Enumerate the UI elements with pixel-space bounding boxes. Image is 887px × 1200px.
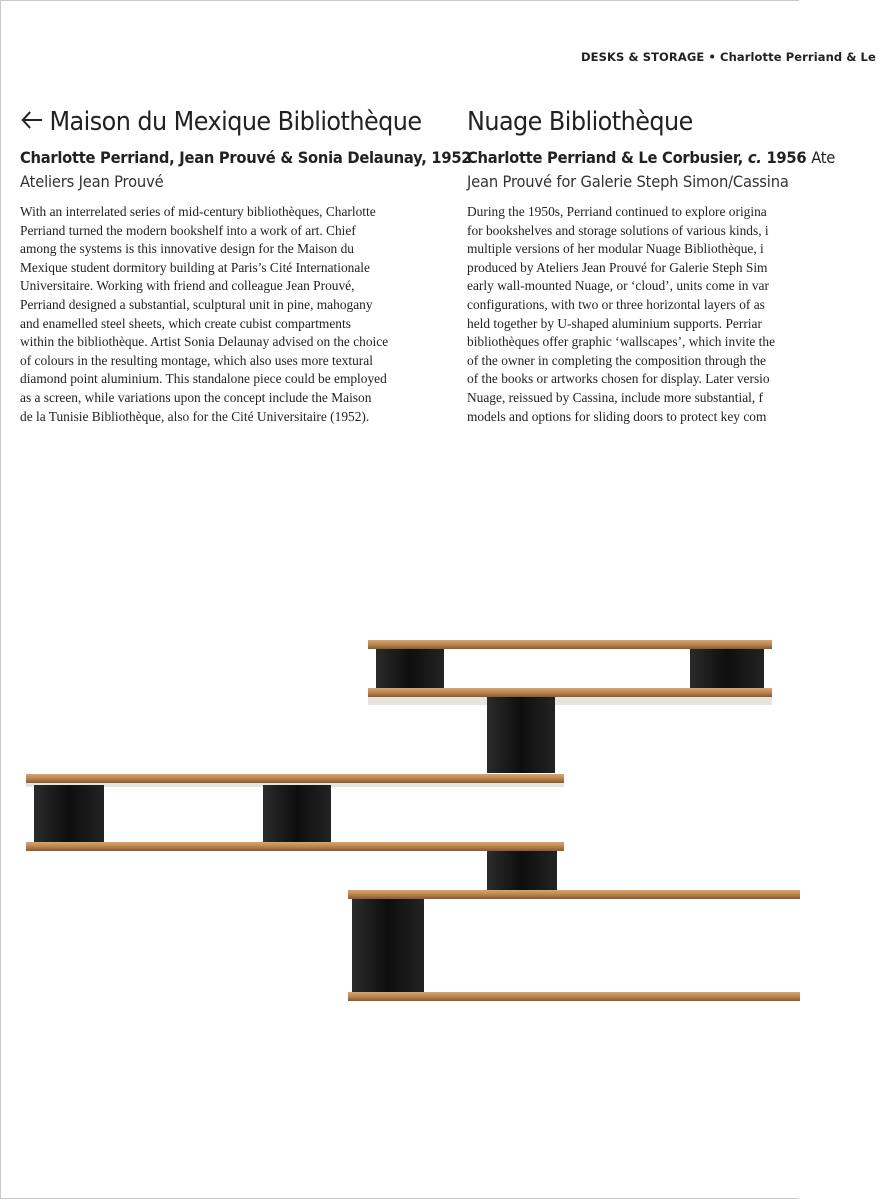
designer-byline: Charlotte Perriand, Jean Prouvé & Sonia Delaunay, 1952 xyxy=(20,148,472,167)
article-maison-du-mexique xyxy=(20,100,472,426)
steel-block xyxy=(690,649,764,689)
running-head: DESKS & STORAGE • Charlotte Perriand & Le xyxy=(581,50,876,64)
body-line: produced by Ateliers Jean Prouvé for Galerie Steph Sim xyxy=(467,259,768,275)
body-line: held together by U-shaped aluminium supports. Perriar xyxy=(467,315,762,331)
shelf-plank xyxy=(26,774,564,783)
body-line: early wall-mounted Nuage, or ‘cloud’, units come in var xyxy=(467,278,769,294)
shelf-plank xyxy=(348,992,800,1001)
article-body xyxy=(20,203,440,426)
shelf-underside xyxy=(368,697,772,705)
steel-block xyxy=(487,851,557,891)
shelf-plank xyxy=(368,640,772,649)
nuage-bookshelf-photo xyxy=(0,630,800,1020)
body-line: Perriand designed a substantial, sculptural unit in pine, mahogany xyxy=(20,296,373,312)
article-nuage xyxy=(467,100,887,426)
body-line: for bookshelves and storage solutions of various kinds, i xyxy=(467,222,769,238)
body-line: Perriand turned the modern bookshelf into a work of art. Chief xyxy=(20,222,356,238)
body-line: of colours in the resulting montage, which also uses more textural xyxy=(20,352,373,368)
body-line: and enamelled steel sheets, which create cubist compartments xyxy=(20,315,351,331)
body-line: Mexique student dormitory building at Paris’s Cité Internationale xyxy=(20,259,370,275)
body-line: multiple versions of her modular Nuage Bibliothèque, i xyxy=(467,241,764,257)
body-line: During the 1950s, Perriand continued to explore origina xyxy=(467,204,767,219)
byline-circa: c. xyxy=(747,148,762,167)
shelf-plank xyxy=(368,688,772,697)
body-line: of the books or artworks chosen for display. Later versio xyxy=(467,371,770,387)
shelf-plank xyxy=(26,842,564,851)
body-line: within the bibliothèque. Artist Sonia Delaunay advised on the choice xyxy=(20,334,389,350)
steel-block xyxy=(263,785,331,843)
article-title xyxy=(20,100,422,144)
body-line: bibliothèques offer graphic ‘wallscapes’, which invite the xyxy=(467,334,776,350)
body-line: among the systems is this innovative design for the Maison du xyxy=(20,241,354,257)
manufacturer: Ateliers Jean Prouvé xyxy=(20,172,164,191)
byline-trail: Ate xyxy=(811,148,836,167)
body-line: Nuage, reissued by Cassina, include more substantial, f xyxy=(467,389,764,405)
steel-block xyxy=(487,697,555,773)
steel-block xyxy=(34,785,104,843)
body-line: configurations, with two or three horizontal layers of as xyxy=(467,296,765,312)
article-title-text: Maison du Mexique Bibliothèque xyxy=(49,107,422,137)
byline-names: Charlotte Perriand & Le Corbusier, xyxy=(467,148,743,167)
article-body xyxy=(467,203,887,426)
body-line: de la Tunisie Bibliothèque, also for the Cité Universitaire (1952). xyxy=(20,408,370,424)
byline-year: 1956 xyxy=(766,148,807,167)
body-line: Universitaire. Working with friend and colleague Jean Prouvé, xyxy=(20,278,355,294)
body-line: With an interrelated series of mid-century bibliothèques, Charlotte xyxy=(20,204,376,219)
manufacturer: Jean Prouvé for Galerie Steph Simon/Cassina xyxy=(467,172,789,191)
shelf-plank xyxy=(348,890,800,899)
designer-byline xyxy=(467,148,853,167)
body-line: diamond point aluminium. This standalone piece could be employed xyxy=(20,371,387,387)
arrow-left-icon[interactable] xyxy=(20,100,44,144)
body-line: of the owner in completing the composition through the xyxy=(467,352,767,368)
steel-block xyxy=(376,649,444,689)
body-line: models and options for sliding doors to protect key com xyxy=(467,408,767,424)
steel-block xyxy=(352,899,424,993)
article-title: Nuage Bibliothèque xyxy=(467,107,693,137)
body-line: as a screen, while variations upon the concept include the Maison xyxy=(20,389,372,405)
